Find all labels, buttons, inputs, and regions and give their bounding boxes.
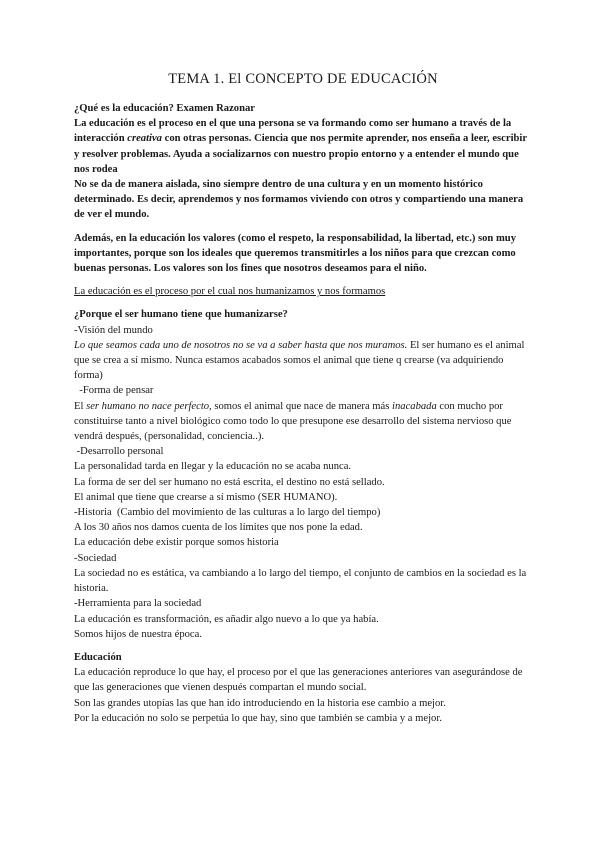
document-title: TEMA 1. El CONCEPTO DE EDUCACIÓN <box>168 71 438 87</box>
thinking-text-a: El <box>74 400 87 412</box>
question-heading: ¿Qué es la educación? Examen Razonar <box>74 103 255 114</box>
personal-line-1: La personalidad tarda en llegar y la educación no se acaba nunca. <box>74 461 352 473</box>
question2-heading: ¿Porque el ser humano tiene que humanizarse? <box>74 309 288 321</box>
thinking-text-c: con mucho por constituirse tanto a nivel biológico como todo lo que presupone ese desarrollo del sistema nervioso que vendrá después, (personalidad, conciencia..). <box>74 400 512 443</box>
subheading-vision: -Visión del mundo <box>74 324 153 336</box>
history-line-2: La educación debe existir porque somos historia <box>74 537 279 549</box>
subheading-tool: -Herramienta para la sociedad <box>74 598 202 610</box>
thinking-italic-2: inacabada <box>392 400 437 412</box>
education-paragraph-2: Son las grandes utopías las que han ido introduciendo en la historia ese cambio a mejor. <box>74 697 446 709</box>
thinking-text-b: somos el animal que nace de manera más <box>211 400 393 412</box>
underlined-summary: La educación es el proceso por el cual nos humanizamos y nos formamos <box>74 286 386 298</box>
subheading-history: -Historia (Cambio del movimiento de las culturas a lo largo del tiempo) <box>74 507 381 519</box>
thinking-italic-1: ser humano no nace perfecto, <box>86 400 212 412</box>
document-page <box>74 70 532 726</box>
subheading-thinking: -Forma de pensar <box>74 385 154 397</box>
vision-italic: Lo que seamos cada uno de nosotros no se va a saber hasta que nos muramos. <box>74 339 408 351</box>
definition-text-b: con otras personas. Ciencia que nos permite aprender, nos enseña a leer, escribir y resolver problemas. Ayuda a socializarnos con nuestro propio entorno y a entender el mundo que nos rodea <box>74 133 527 175</box>
tool-line-1: La educación es transformación, es añadir algo nuevo a lo que ya había. <box>74 613 379 625</box>
personal-line-3: El animal que tiene que crearse a sí mismo (SER HUMANO). <box>74 491 338 503</box>
education-paragraph-1: La educación reproduce lo que hay, el proceso por el que las generaciones anteriores van asegurándose de que las generaciones que vienen después compartan el mundo social. <box>74 667 523 694</box>
subheading-society: -Sociedad <box>74 552 117 564</box>
education-heading: Educación <box>74 651 122 663</box>
vision-paragraph <box>74 338 532 384</box>
values-paragraph: Además, en la educación los valores (como el respeto, la responsabilidad, la libertad, etc.) son muy importantes, porque son los ideales que queremos transmitirles a los niños para que crezcan como buenas personas. Los valores son los fines que nosotros deseamos para el niño. <box>74 232 516 275</box>
education-paragraph-3: Por la educación no solo se perpetúa lo que hay, sino que también se cambia y a mejor. <box>74 712 442 724</box>
personal-line-2: La forma de ser del ser humano no está escrita, el destino no está sellado. <box>74 476 385 488</box>
history-line-1: A los 30 años nos damos cuenta de los límites que nos pone la edad. <box>74 522 363 534</box>
thinking-paragraph <box>74 399 532 445</box>
definition-italic: creativa <box>127 133 162 145</box>
vision-text: El ser humano es el animal que se crea a sí mismo. Nunca estamos acabados somos el animal que tiene q crearse (va adquiriendo forma) <box>74 339 525 382</box>
society-paragraph: La sociedad no es estática, va cambiando a lo largo del tiempo, el conjunto de cambios en la sociedad es la historia. <box>74 567 527 595</box>
tool-line-2: Somos hijos de nuestra época. <box>74 628 202 640</box>
culture-paragraph: No se da de manera aislada, sino siempre dentro de una cultura y en un momento histórico determinado. Es decir, aprendemos y nos formamos viviendo con otros y compartiendo una manera de ver el mundo. <box>74 179 524 221</box>
subheading-personal: -Desarrollo personal <box>74 446 164 458</box>
definition-text-a: La educación es el proceso en el que una persona se va formando como ser humano a través de la interacción <box>74 118 512 145</box>
definition-paragraph <box>74 116 532 177</box>
